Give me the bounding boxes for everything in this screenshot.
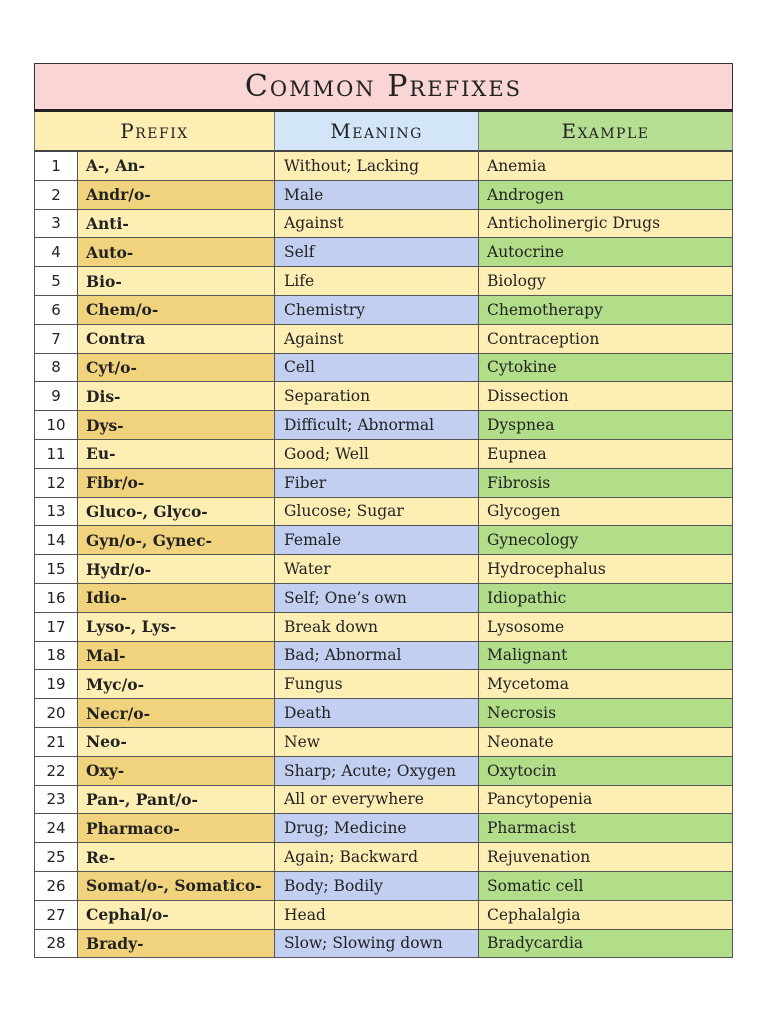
example-cell: Necrosis	[479, 699, 733, 728]
table-row	[34, 354, 733, 383]
meaning-cell: Fungus	[275, 670, 479, 699]
row-number: 26	[34, 872, 78, 901]
table-row	[34, 238, 733, 267]
meaning-cell: Male	[275, 181, 479, 210]
prefix-cell: Mal-	[78, 642, 275, 671]
meaning-cell: Cell	[275, 354, 479, 383]
table-body	[34, 152, 733, 958]
example-cell: Idiopathic	[479, 584, 733, 613]
table-title: Common Prefixes	[34, 63, 733, 112]
example-cell: Gynecology	[479, 526, 733, 555]
meaning-cell: New	[275, 728, 479, 757]
table-row	[34, 181, 733, 210]
prefix-cell: Fibr/o-	[78, 469, 275, 498]
row-number: 13	[34, 498, 78, 527]
example-cell: Anticholinergic Drugs	[479, 210, 733, 239]
row-number: 14	[34, 526, 78, 555]
row-number: 20	[34, 699, 78, 728]
meaning-cell: Drug; Medicine	[275, 814, 479, 843]
example-cell: Lysosome	[479, 613, 733, 642]
table-row	[34, 728, 733, 757]
prefix-cell: Contra	[78, 325, 275, 354]
table-row	[34, 584, 733, 613]
example-cell: Androgen	[479, 181, 733, 210]
example-cell: Neonate	[479, 728, 733, 757]
meaning-cell: Separation	[275, 382, 479, 411]
prefix-cell: Chem/o-	[78, 296, 275, 325]
table-row	[34, 469, 733, 498]
example-cell: Biology	[479, 267, 733, 296]
table-row	[34, 555, 733, 584]
header-prefix: Prefix	[34, 112, 275, 152]
row-number: 27	[34, 901, 78, 930]
example-cell: Rejuvenation	[479, 843, 733, 872]
meaning-cell: Without; Lacking	[275, 152, 479, 181]
table-row	[34, 210, 733, 239]
row-number: 21	[34, 728, 78, 757]
table-row	[34, 325, 733, 354]
prefix-cell: Anti-	[78, 210, 275, 239]
example-cell: Cytokine	[479, 354, 733, 383]
table-row	[34, 642, 733, 671]
row-number: 8	[34, 354, 78, 383]
table-row	[34, 411, 733, 440]
example-cell: Bradycardia	[479, 930, 733, 959]
row-number: 5	[34, 267, 78, 296]
example-cell: Hydrocephalus	[479, 555, 733, 584]
row-number: 25	[34, 843, 78, 872]
meaning-cell: Head	[275, 901, 479, 930]
example-cell: Chemotherapy	[479, 296, 733, 325]
row-number: 3	[34, 210, 78, 239]
prefix-table	[34, 63, 733, 958]
row-number: 6	[34, 296, 78, 325]
table-row	[34, 613, 733, 642]
prefix-cell: Gluco-, Glyco-	[78, 498, 275, 527]
table-row	[34, 930, 733, 959]
prefix-cell: Neo-	[78, 728, 275, 757]
table-row	[34, 699, 733, 728]
prefix-cell: Myc/o-	[78, 670, 275, 699]
prefix-cell: Dys-	[78, 411, 275, 440]
prefix-cell: Brady-	[78, 930, 275, 959]
example-cell: Oxytocin	[479, 757, 733, 786]
example-cell: Eupnea	[479, 440, 733, 469]
table-row	[34, 786, 733, 815]
table-row	[34, 498, 733, 527]
row-number: 15	[34, 555, 78, 584]
meaning-cell: Break down	[275, 613, 479, 642]
prefix-cell: Eu-	[78, 440, 275, 469]
example-cell: Cephalalgia	[479, 901, 733, 930]
example-cell: Dissection	[479, 382, 733, 411]
prefix-cell: A-, An-	[78, 152, 275, 181]
row-number: 16	[34, 584, 78, 613]
row-number: 19	[34, 670, 78, 699]
example-cell: Contraception	[479, 325, 733, 354]
prefix-cell: Hydr/o-	[78, 555, 275, 584]
prefix-cell: Cyt/o-	[78, 354, 275, 383]
meaning-cell: Water	[275, 555, 479, 584]
example-cell: Glycogen	[479, 498, 733, 527]
example-cell: Malignant	[479, 642, 733, 671]
example-cell: Autocrine	[479, 238, 733, 267]
example-cell: Dyspnea	[479, 411, 733, 440]
header-meaning: Meaning	[275, 112, 479, 152]
prefix-cell: Pan-, Pant/o-	[78, 786, 275, 815]
prefix-cell: Somat/o-, Somatico-	[78, 872, 275, 901]
meaning-cell: Chemistry	[275, 296, 479, 325]
row-number: 7	[34, 325, 78, 354]
row-number: 1	[34, 152, 78, 181]
table-row	[34, 440, 733, 469]
table-row	[34, 814, 733, 843]
example-cell: Somatic cell	[479, 872, 733, 901]
table-row	[34, 296, 733, 325]
row-number: 10	[34, 411, 78, 440]
meaning-cell: Again; Backward	[275, 843, 479, 872]
row-number: 9	[34, 382, 78, 411]
prefix-cell: Oxy-	[78, 757, 275, 786]
row-number: 11	[34, 440, 78, 469]
meaning-cell: Self; One’s own	[275, 584, 479, 613]
header-row	[34, 112, 733, 152]
row-number: 2	[34, 181, 78, 210]
meaning-cell: Life	[275, 267, 479, 296]
table-row	[34, 267, 733, 296]
row-number: 23	[34, 786, 78, 815]
meaning-cell: Against	[275, 210, 479, 239]
prefix-cell: Cephal/o-	[78, 901, 275, 930]
prefix-cell: Gyn/o-, Gynec-	[78, 526, 275, 555]
row-number: 22	[34, 757, 78, 786]
table-row	[34, 152, 733, 181]
prefix-cell: Necr/o-	[78, 699, 275, 728]
meaning-cell: Against	[275, 325, 479, 354]
prefix-cell: Idio-	[78, 584, 275, 613]
table-row	[34, 872, 733, 901]
meaning-cell: Female	[275, 526, 479, 555]
example-cell: Mycetoma	[479, 670, 733, 699]
meaning-cell: Good; Well	[275, 440, 479, 469]
row-number: 24	[34, 814, 78, 843]
meaning-cell: Body; Bodily	[275, 872, 479, 901]
header-example: Example	[479, 112, 733, 152]
meaning-cell: Fiber	[275, 469, 479, 498]
table-row	[34, 757, 733, 786]
example-cell: Fibrosis	[479, 469, 733, 498]
row-number: 18	[34, 642, 78, 671]
meaning-cell: Death	[275, 699, 479, 728]
table-row	[34, 526, 733, 555]
example-cell: Pancytopenia	[479, 786, 733, 815]
row-number: 4	[34, 238, 78, 267]
row-number: 12	[34, 469, 78, 498]
meaning-cell: Slow; Slowing down	[275, 930, 479, 959]
row-number: 17	[34, 613, 78, 642]
row-number: 28	[34, 930, 78, 959]
prefix-cell: Andr/o-	[78, 181, 275, 210]
prefix-cell: Auto-	[78, 238, 275, 267]
meaning-cell: Difficult; Abnormal	[275, 411, 479, 440]
prefix-cell: Re-	[78, 843, 275, 872]
table-row	[34, 382, 733, 411]
prefix-cell: Bio-	[78, 267, 275, 296]
meaning-cell: Glucose; Sugar	[275, 498, 479, 527]
prefix-cell: Pharmaco-	[78, 814, 275, 843]
meaning-cell: All or everywhere	[275, 786, 479, 815]
example-cell: Pharmacist	[479, 814, 733, 843]
table-row	[34, 901, 733, 930]
table-row	[34, 670, 733, 699]
example-cell: Anemia	[479, 152, 733, 181]
meaning-cell: Self	[275, 238, 479, 267]
table-row	[34, 843, 733, 872]
meaning-cell: Sharp; Acute; Oxygen	[275, 757, 479, 786]
prefix-cell: Lyso-, Lys-	[78, 613, 275, 642]
meaning-cell: Bad; Abnormal	[275, 642, 479, 671]
prefix-cell: Dis-	[78, 382, 275, 411]
